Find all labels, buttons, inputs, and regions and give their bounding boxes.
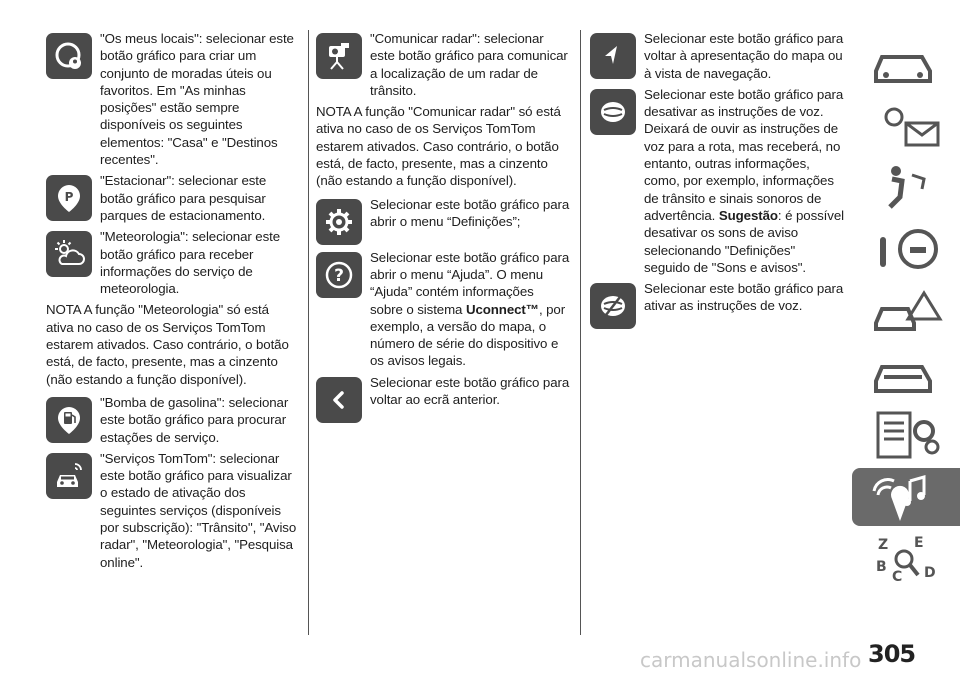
sidebar-maintenance-icon[interactable] [852,344,960,402]
voice-on-icon [590,283,636,329]
column-3 [590,30,844,333]
column-1 [46,30,300,575]
entry-tomtom-services-text: "Serviços TomTom": selecionar este botão gráfico para visualizar o estado de ativação dos seguintes serviços (disponíveis por subscrição): "Trânsito", "Aviso radar", "Meteorologia", "Pesquisa online". [100,450,297,570]
sidebar-technical-data-icon[interactable] [852,406,960,464]
tomtom-services-icon [46,453,92,499]
gear-icon [316,199,362,245]
sidebar-index-icon[interactable] [852,530,960,588]
sidebar-safety-icon[interactable] [852,158,960,216]
column-2 [316,30,570,427]
entry-weather-text: "Meteorologia": selecionar este botão gráfico para receber informações do serviço de meteorologia. [100,229,281,297]
entry-my-places [46,30,300,168]
svg-text:?: ? [334,265,344,286]
entry-tomtom-services [46,450,300,571]
voice-mute-icon [590,89,636,135]
entry-mute-voice-text [644,86,844,276]
entry-voice-on [590,280,844,329]
entry-weather [46,228,300,297]
my-places-icon [46,33,92,79]
entry-parking [46,172,300,224]
chapter-sidebar [852,34,960,592]
svg-text:P: P [64,190,74,205]
svg-text:D: D [924,565,936,581]
watermark: carmanualsonline.info [640,648,862,672]
entry-parking-text: "Estacionar": selecionar este botão gráfico para pesquisar parques de estacionamento. [100,173,267,223]
entry-back [316,374,570,423]
entry-navigation-view [590,30,844,82]
sidebar-accident-icon[interactable] [852,282,960,340]
entry-navigation-view-text: Selecionar este botão gráfico para voltar à apresentação do mapa ou à vista de navegação. [644,31,844,81]
note-radar: NOTA A função "Comunicar radar" só está ativa no caso de os Serviços TomTom estarem ativados. Caso contrário, o botão está, de facto, presente, mas a cinzento (não estando a função disponível). [316,104,561,189]
parking-icon [46,175,92,221]
svg-text:Z: Z [878,537,889,553]
note-weather: NOTA A função "Meteorologia" só está ativa no caso de os Serviços TomTom estarem ativados. Caso contrário, o botão está, de facto, presente, mas a cinzento (não estando a função disponível). [46,302,289,387]
entry-settings [316,196,570,245]
entry-voice-on-text: Selecionar este botão gráfico para ativar as instruções de voz. [644,281,844,314]
uconnect-brand: Uconnect™ [465,301,539,317]
column-divider-2 [580,30,581,635]
help-icon [316,252,362,298]
entry-mute-text-a: Selecionar este botão gráfico para desativar as instruções de voz. Deixará de ouvir as instruções de voz para a rota, mas receberá, no entanto, outras informações, como, por exemplo, informações de trânsito e sinais sonoros de advertência. [644,86,844,223]
entry-report-radar [316,30,570,99]
navigation-arrow-icon [590,33,636,79]
sidebar-multimedia-icon[interactable] [852,468,960,526]
svg-text:C: C [892,569,903,585]
entry-help-text [370,249,570,370]
speed-camera-icon [316,33,362,79]
back-arrow-icon [316,377,362,423]
entry-settings-text: Selecionar este botão gráfico para abrir o menu “Definições”; [370,196,570,229]
svg-text:B: B [876,559,887,575]
entry-back-text: Selecionar este botão gráfico para voltar ao ecrã anterior. [370,374,570,408]
sidebar-steering-wheel-icon[interactable] [852,220,960,278]
entry-help-text-b: , por exemplo, a versão do mapa, o número de série do dispositivo e os avisos legais. [370,301,566,369]
sidebar-warning-lights-icon[interactable] [852,96,960,154]
entry-mute-text-b: : é possível desativar os sons de aviso selecionando "Definições" seguido de "Sons e avisos". [644,207,844,275]
entry-report-radar-text: "Comunicar radar": selecionar este botão gráfico para comunicar a localização de um radar de trânsito. [370,31,568,98]
entry-mute-voice [590,86,844,276]
page-number: 305 [868,640,916,668]
entry-my-places-text: "Os meus locais": selecionar este botão gráfico para criar um conjunto de moradas úteis ou favoritos. Em "As minhas posições" estão sempre disponíveis os seguintes elementos: "Casa" e "Destinos recentes". [100,31,294,168]
entry-help-text-a: Selecionar este botão gráfico para abrir o menu “Ajuda”. O menu “Ajuda” contém informações sobre o sistema [370,249,570,317]
entry-help [316,249,570,370]
entry-fuel-station [46,394,300,446]
weather-icon [46,231,92,277]
entry-fuel-station-text: "Bomba de gasolina": selecionar este botão gráfico para procurar estações de serviço. [100,394,289,445]
column-divider [308,30,309,635]
sidebar-car-icon[interactable] [852,34,960,92]
fuel-station-icon [46,397,92,443]
svg-text:E: E [914,535,924,551]
tip-label: Sugestão [718,207,778,223]
